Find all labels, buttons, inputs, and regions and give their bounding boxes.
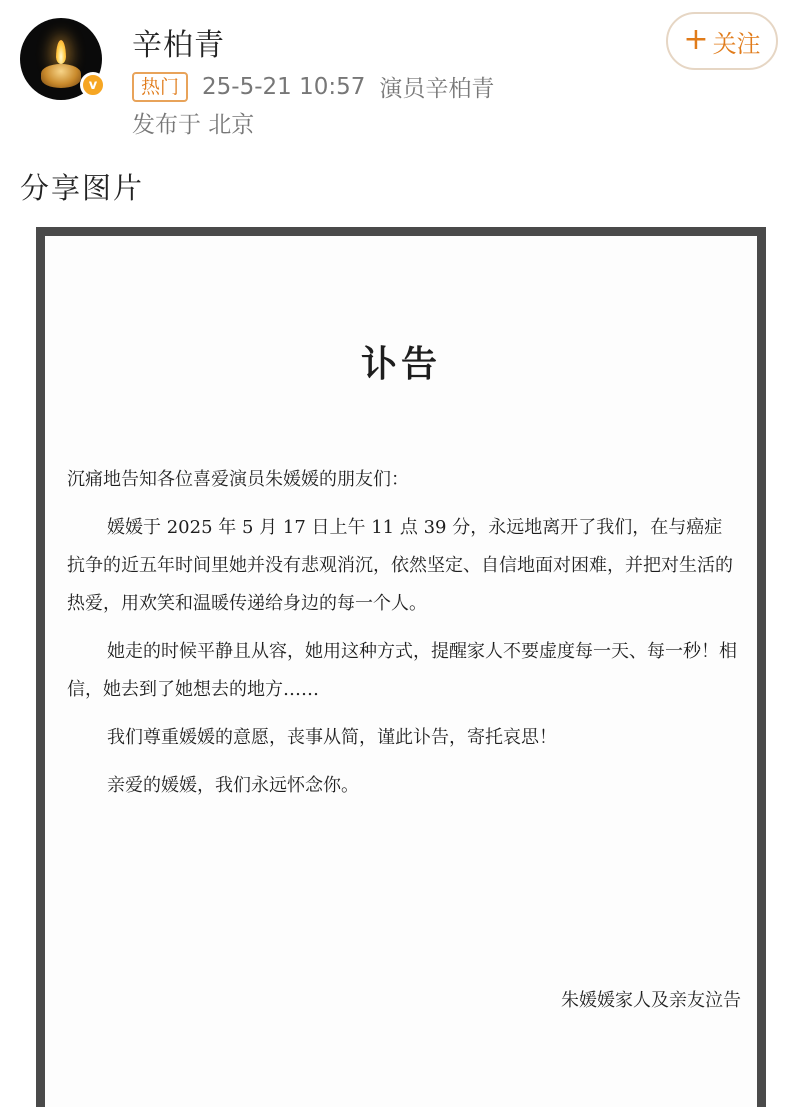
plus-icon: +: [683, 22, 709, 57]
notice-paragraph: 我们尊重媛媛的意愿，丧事从简，谨此讣告，寄托哀思！: [107, 727, 557, 748]
obituary-notice: [45, 236, 757, 1107]
candle-flame-icon: [56, 40, 66, 64]
post-timestamp: 25-5-21 10:57: [202, 73, 366, 100]
follow-label: 关注: [712, 29, 761, 58]
post-meta: [132, 70, 494, 103]
avatar[interactable]: [20, 18, 102, 100]
section-title: 分享图片: [20, 171, 145, 205]
post-location: 发布于 北京: [132, 112, 255, 138]
notice-paragraph: 媛媛于 2025 年 5 月 17 日上午 11 点 39 分，永远地离开了我们，在与癌症抗争的近五年时间里她并没有悲观消沉，依然坚定、自信地面对困难，并把对生活的热爱，用欢笑和温暖传递给身边的每一个人。: [67, 517, 733, 614]
post-header: [0, 0, 800, 150]
notice-paragraph: 亲爱的媛媛，我们永远怀念你。: [107, 775, 359, 796]
notice-salutation: 沉痛地告知各位喜爱演员朱媛媛的朋友们：: [67, 469, 409, 490]
verified-badge-icon: v: [80, 72, 106, 98]
shared-image[interactable]: [36, 227, 766, 1107]
candle-icon: [41, 64, 81, 88]
notice-body: [67, 461, 739, 815]
hot-badge: 热门: [132, 72, 188, 102]
notice-paragraph: 她走的时候平静且从容，她用这种方式，提醒家人不要虚度每一天、每一秒！相信，她去到了她想去的地方……: [67, 641, 737, 700]
user-name[interactable]: 辛柏青: [132, 28, 225, 63]
notice-signature: 朱媛媛家人及亲友泣告: [561, 990, 741, 1011]
post-source: 演员辛柏青: [379, 76, 495, 102]
follow-button[interactable]: [666, 12, 778, 70]
notice-title: 讣告: [360, 344, 441, 385]
